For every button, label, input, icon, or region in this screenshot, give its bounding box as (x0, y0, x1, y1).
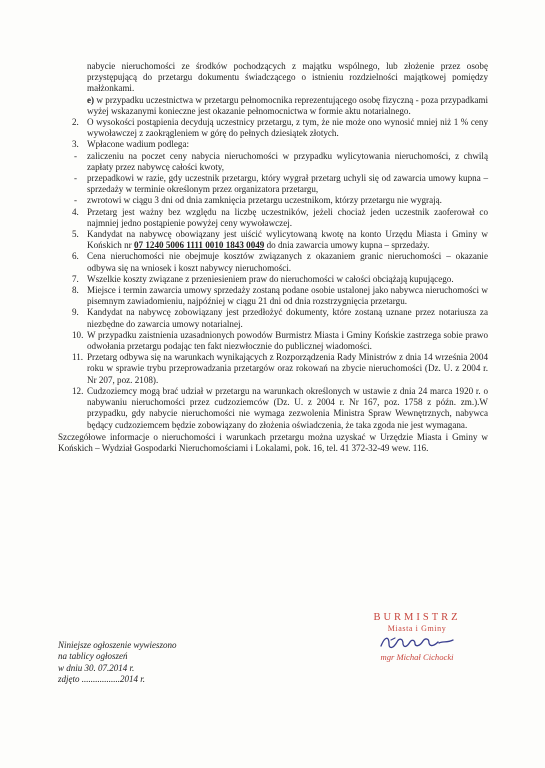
signatory-name: mgr Michał Cichocki (380, 652, 454, 662)
wadium-bullet-2 (58, 173, 488, 195)
clause-text: Przetarg jest ważny bez względu na liczbę uczestników, jeżeli chociaż jeden uczestnik zaoferował co najmniej jedno postąpienie powyżej ceny wywoławczej. (87, 206, 488, 228)
clause-11 (58, 352, 488, 386)
clause-text: W przypadku zaistnienia uzasadnionych powodów Burmistrz Miasta i Gminy Końskie zastrzega sobie prawo odwołania przetargu podając ten fakt niezwłocznie do publicznej wiadomości. (87, 329, 488, 352)
clause-text: O wysokości postąpienia decydują uczestnicy przetargu, z tym, że nie może ono wynosić mniej niż 1 % ceny wywoławczej z zaokrągleniem w górę do pełnych dziesiątek złotych. (87, 117, 488, 139)
clause-number: 8. (72, 285, 79, 296)
stamp-subtitle: Miasta i Gminy (387, 624, 447, 633)
paragraph-e (58, 95, 488, 117)
bullet-text: zwrotowi w ciągu 3 dni od dnia zamknięcia przetargu uczestnikom, którzy przetargu nie wygrają. (87, 195, 442, 206)
posting-note-posted-date: w dniu 30. 07.2014 r. (58, 662, 135, 673)
clause-number: 12. (72, 385, 84, 396)
clause-number: 9. (72, 307, 79, 318)
clause-number: 7. (72, 273, 79, 284)
clause-number: 11. (72, 352, 84, 363)
clause-number: 3. (72, 139, 79, 150)
paragraph-e-label: e) (87, 94, 95, 105)
bank-account-number: 07 1240 5006 1111 0010 1843 0049 (133, 240, 265, 251)
bullet-dash: - (74, 195, 78, 206)
bullet-dash: - (74, 173, 78, 184)
contact-info: Szczegółowe informacje o nieruchomości i warunkach przetargu można uzyskać w Urzędzie Miasta i Gminy w Końskich – Wydział Gospodarki Nieruchomościami i Lokalami, pok. 16, tel. 41 372-32-49 wew. 116. (58, 431, 488, 453)
wadium-bullet-1 (58, 151, 488, 173)
posting-note-removed-date: zdjęto .................2014 r. (58, 674, 146, 685)
clause-number: 2. (72, 117, 79, 128)
announcement-body (58, 61, 488, 454)
clause-text: Cudzoziemcy mogą brać udział w przetargu na warunkach określonych w ustawie z dnia 24 marca 1920 r. o nabywaniu nieruchomości przez cudzoziemców (Dz. U. z 2004 r. Nr 167, poz. 1758 z późn. zm.).W przypadku, gdy nabycie nieruchomości nie wymaga zezwolenia Ministra Spraw Wewnętrznych, nabywca będący cudzoziemcem będzie zobowiązany do złożenia oświadczenia, że taka zgoda nie jest wymagana. (87, 385, 488, 430)
clause-12 (58, 386, 488, 431)
clause-2 (58, 117, 488, 139)
signature-icon (377, 634, 457, 652)
clause-number: 5. (72, 229, 79, 240)
bullet-dash: - (74, 150, 78, 161)
clause-4 (58, 207, 488, 229)
clause-number: 10. (72, 329, 84, 340)
clause-text: Kandydat na nabywcę zobowiązany jest przedłożyć dokumenty, które zostaną uznane przez notariusza za niezbędne do zawarcia umowy notarialnej. (87, 307, 488, 329)
mayor-stamp (352, 612, 482, 662)
clause-text: Miejsce i termin zawarcia umowy sprzedaży zostaną podane osobie ustalonej jako nabywca nieruchomości w pisemnym zawiadomieniu, najpóźniej w ciągu 21 dni od dnia rozstrzygnięcia przetargu. (87, 285, 488, 307)
clause-text: Kandydat na nabywcę obowiązany jest uiścić wylicytowaną kwotę na konto Urzędu Miasta i Gminy w Końskich nr (87, 229, 488, 251)
clause-text: Przetarg odbywa się na warunkach wynikających z Rozporządzenia Rady Ministrów z dnia 14 września 2004 roku w sprawie trybu przeprowadzania przetargów oraz rokowań na zbycie nieruchomości (Dz. U. z 2004 r. Nr 207, poz. 2108). (87, 352, 488, 385)
clause-3 (58, 139, 488, 150)
bullet-text: przepadkowi w razie, gdy uczestnik przetargu, który wygrał przetarg uchyli się od zawarcia umowy kupna – sprzedaży w terminie określonym przez organizatora przetargu, (87, 173, 488, 195)
clause-8 (58, 285, 488, 307)
posting-note-line-2: na tablicy ogłoszeń (58, 651, 128, 662)
posting-note-line-1: Niniejsze ogłoszenie wywieszono (58, 640, 177, 650)
paragraph-d-continuation: nabycie nieruchomości ze środków pochodzących z majątku wspólnego, lub złożenie przez osobę przystępującą do przetargu dokumentu świadczącego o istnieniu rozdzielności majątkowej pomiędzy małżonkami. (87, 61, 488, 94)
stamp-title: BURMISTRZ (373, 612, 461, 623)
clause-text: Cena nieruchomości nie obejmuje kosztów związanych z okazaniem granic nieruchomości – okazanie odbywa się na wniosek i koszt nabywcy nieruchomości. (87, 251, 488, 273)
clause-number: 4. (72, 206, 79, 217)
clause-text-end: do dnia zawarcia umowy kupna – sprzedaży. (264, 240, 430, 251)
clause-text: Wszelkie koszty związane z przeniesieniem praw do nieruchomości w całości obciążają kupującego. (87, 273, 454, 284)
paragraph-e-text: w przypadku uczestnictwa w przetargu pełnomocnika reprezentującego osobę fizyczną - poza przypadkami wyżej wskazanymi konieczne jest okazanie pełnomocnictwa w formie aktu notarialnego. (87, 94, 488, 116)
clause-9 (58, 307, 488, 329)
bullet-text: zaliczeniu na poczet ceny nabycia nieruchomości w przypadku wylicytowania nieruchomości, z chwilą zapłaty przez nabywcę całości kwoty, (87, 150, 488, 172)
clause-7 (58, 274, 488, 285)
clause-number: 6. (72, 251, 79, 262)
clause-5 (58, 229, 488, 251)
clause-text: Wpłacone wadium podlega: (87, 139, 190, 150)
wadium-bullet-3 (58, 195, 488, 206)
clause-6 (58, 251, 488, 273)
posting-note (58, 640, 248, 686)
clause-10 (58, 330, 488, 352)
